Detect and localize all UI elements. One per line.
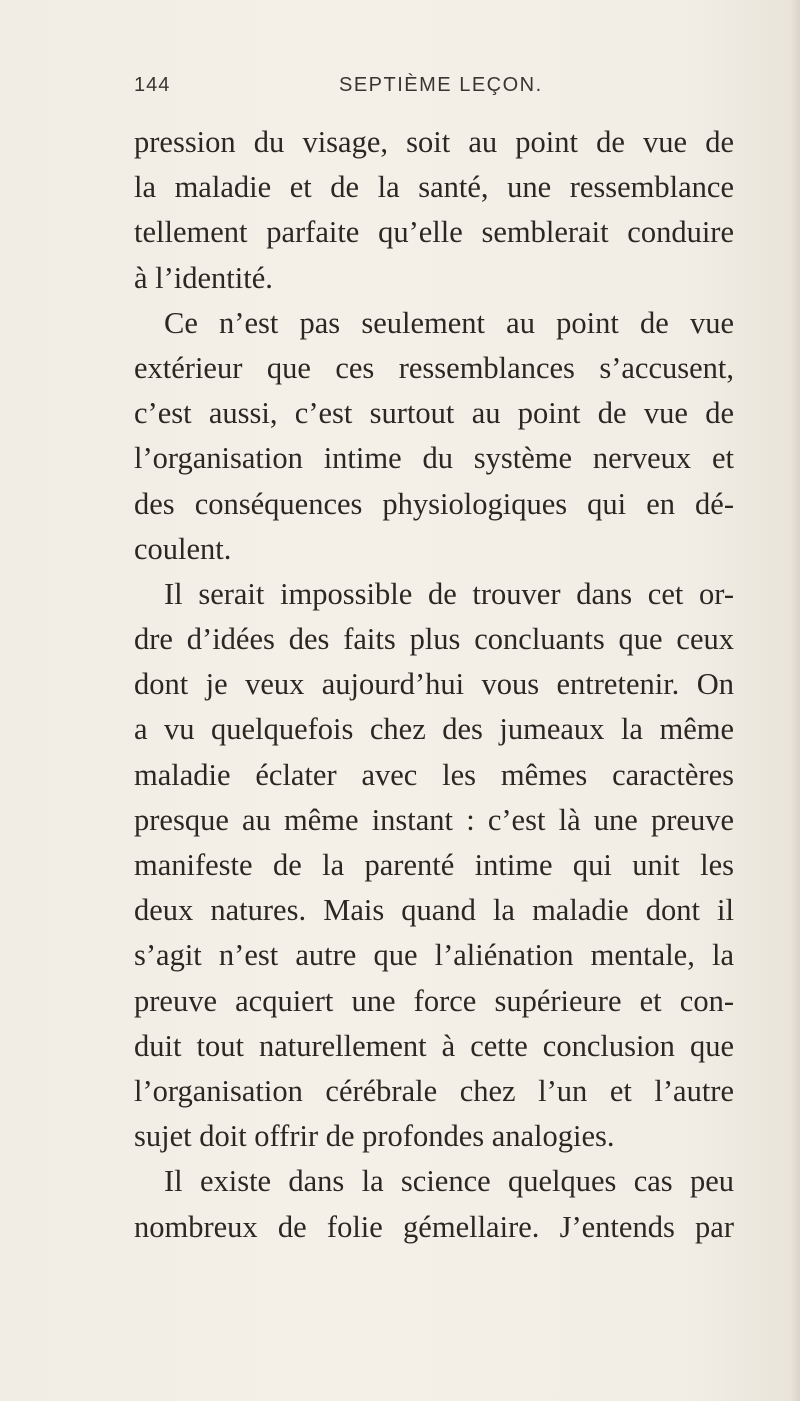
text-line: extérieur que ces ressemblances s’accusent, xyxy=(134,350,734,385)
text-line: preuve acquiert une force supérieure et con- xyxy=(134,983,734,1018)
page-header xyxy=(134,74,714,104)
text-line: a vu quelquefois chez des jumeaux la même xyxy=(134,712,734,747)
text-line: l’organisation intime du système nerveux et xyxy=(134,441,734,476)
text-line: à l’identité. xyxy=(134,260,273,295)
text-line: Ce n’est pas seulement au point de vue xyxy=(164,305,734,340)
text-line: c’est aussi, c’est surtout au point de vue de xyxy=(134,396,734,431)
text-line: Il serait impossible de trouver dans cet or- xyxy=(164,576,734,611)
text-line: deux natures. Mais quand la maladie dont il xyxy=(134,893,734,928)
text-line: dont je veux aujourd’hui vous entretenir. On xyxy=(134,667,734,702)
page-number: 144 xyxy=(134,74,171,96)
text-line: duit tout naturellement à cette conclusion que xyxy=(134,1028,734,1063)
text-line: tellement parfaite qu’elle semblerait conduire xyxy=(134,215,734,250)
text-line: la maladie et de la santé, une ressemblance xyxy=(134,170,734,205)
text-line: nombreux de folie gémellaire. J’entends par xyxy=(134,1209,734,1244)
text-line: l’organisation cérébrale chez l’un et l’autre xyxy=(134,1073,734,1108)
text-line: dre d’idées des faits plus concluants que ceux xyxy=(134,622,734,657)
text-line: manifeste de la parenté intime qui unit les xyxy=(134,848,734,882)
running-head: SEPTIÈME LEÇON. xyxy=(339,74,543,96)
text-line: presque au même instant : c’est là une preuve xyxy=(134,802,734,837)
text-line: Il existe dans la science quelques cas peu xyxy=(164,1164,734,1199)
body-text xyxy=(134,120,734,1250)
text-line: des conséquences physiologiques qui en dé- xyxy=(134,486,734,521)
text-line: sujet doit offrir de profondes analogies. xyxy=(134,1119,615,1154)
text-line: s’agit n’est autre que l’aliénation mentale, la xyxy=(134,938,734,973)
page-edge-shadow xyxy=(790,0,800,1401)
text-line: maladie éclater avec les mêmes caractères xyxy=(134,757,734,792)
text-line: coulent. xyxy=(134,531,232,566)
text-line: pression du visage, soit au point de vue de xyxy=(134,125,734,159)
